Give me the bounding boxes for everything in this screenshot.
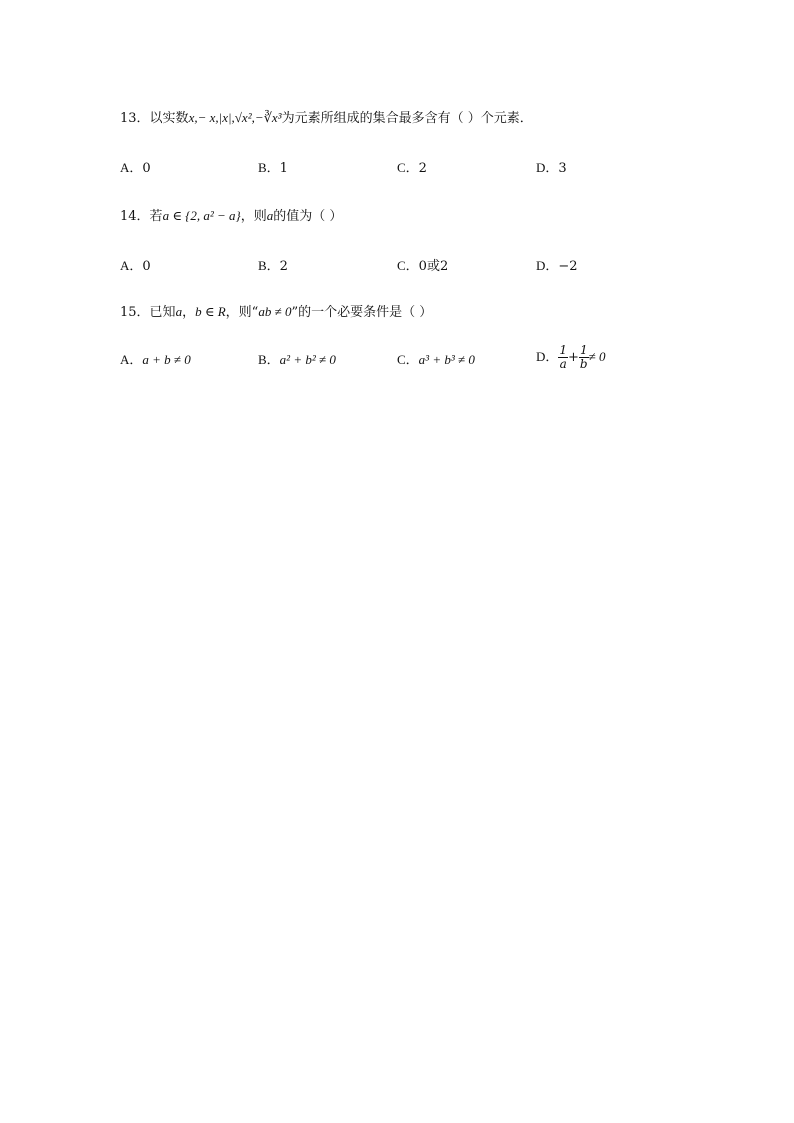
question-number: 15．	[120, 305, 150, 320]
option-a[interactable]	[120, 156, 151, 181]
option-a[interactable]	[120, 348, 191, 373]
option-b[interactable]	[258, 348, 336, 373]
question-number: 14．	[120, 209, 150, 224]
option-letter: D．	[536, 349, 559, 364]
fraction-denominator: a	[559, 357, 567, 371]
option-letter: B．	[258, 258, 280, 273]
options-13	[120, 156, 680, 180]
math-expression: ab ≠ 0	[258, 304, 292, 319]
option-c[interactable]	[397, 254, 448, 279]
question-text: ，则	[240, 209, 267, 224]
option-letter: D．	[536, 258, 559, 273]
math-variable: a	[266, 208, 274, 223]
option-d[interactable]	[536, 156, 567, 181]
option-value: 0	[142, 161, 151, 176]
option-value-tail: ≠ 0	[588, 349, 606, 364]
option-letter: D．	[536, 160, 559, 175]
option-value: −2	[558, 259, 578, 274]
math-expression: a ∈ {2, a² − a}	[162, 208, 241, 223]
fraction-numerator: 1	[579, 343, 588, 357]
question-text: 已知	[149, 305, 176, 320]
fraction-1-over-b	[579, 344, 589, 371]
option-value: 0或2	[418, 259, 449, 274]
question-15	[120, 302, 432, 323]
options-15	[120, 343, 680, 378]
option-d[interactable]	[536, 344, 605, 371]
option-letter: B．	[258, 160, 280, 175]
plus-sign: +	[568, 350, 579, 365]
option-value: 2	[418, 161, 427, 176]
option-letter: A．	[120, 258, 143, 273]
option-value: 2	[279, 259, 288, 274]
option-letter: C．	[397, 258, 419, 273]
option-c[interactable]	[397, 348, 475, 373]
option-b[interactable]	[258, 156, 288, 181]
option-value: 0	[142, 259, 151, 274]
fraction-denominator: b	[579, 357, 588, 371]
option-letter: C．	[397, 160, 419, 175]
option-value: 1	[279, 161, 288, 176]
option-d[interactable]	[536, 254, 578, 279]
math-expression: x,− x,|x|,√x²,−∛x³	[188, 110, 282, 125]
option-letter: C．	[397, 352, 419, 367]
question-text: 若	[149, 209, 163, 224]
option-value: 3	[558, 161, 567, 176]
math-variable: a	[175, 304, 183, 319]
option-value: a³ + b³ ≠ 0	[418, 352, 475, 367]
option-value: a² + b² ≠ 0	[279, 352, 336, 367]
question-text: ，	[182, 305, 196, 320]
question-text: 的值为（ ）	[273, 209, 343, 224]
question-14	[120, 206, 342, 227]
option-letter: A．	[120, 352, 143, 367]
question-text: ”的一个必要条件是（ ）	[291, 305, 433, 320]
option-b[interactable]	[258, 254, 288, 279]
option-c[interactable]	[397, 156, 427, 181]
options-14	[120, 254, 680, 278]
question-text: 以实数	[149, 111, 189, 126]
option-letter: B．	[258, 352, 280, 367]
math-expression: b ∈ R	[195, 304, 226, 319]
question-text: 为元素所组成的集合最多含有（ ）个元素．	[281, 111, 533, 126]
question-number: 13．	[120, 111, 150, 126]
option-letter: A．	[120, 160, 143, 175]
option-a[interactable]	[120, 254, 151, 279]
option-value: a + b ≠ 0	[142, 352, 191, 367]
fraction-numerator: 1	[559, 343, 568, 357]
question-text: ，则“	[225, 305, 259, 320]
fraction-1-over-a	[558, 344, 568, 371]
question-13	[120, 108, 533, 129]
